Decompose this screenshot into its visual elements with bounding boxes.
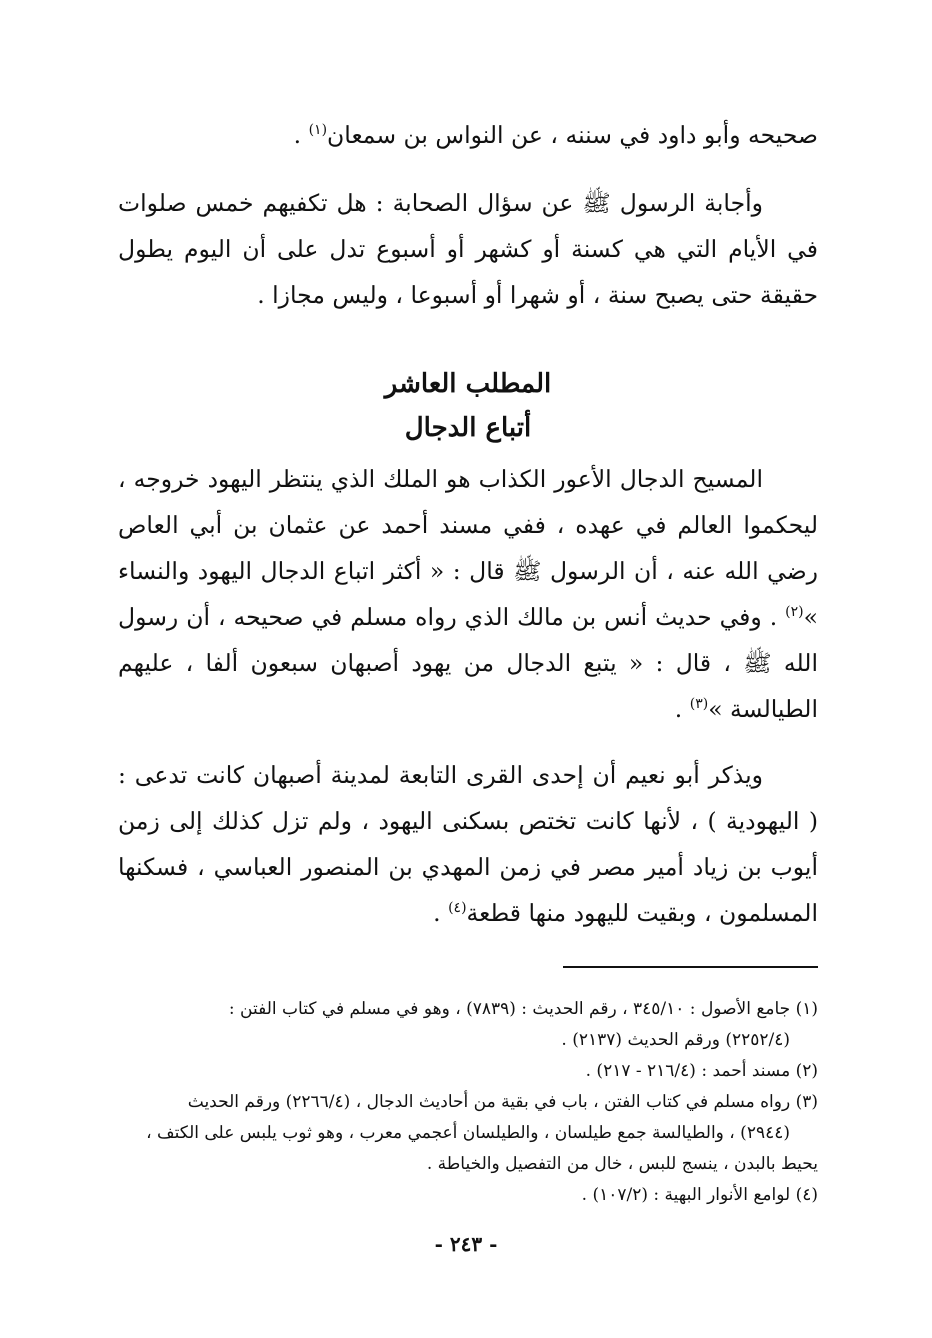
isfahan-text: ويذكر أبو نعيم أن إحدى القرى التابعة لمدينة أصبهان كانت تدعى : ( اليهودية ) ، لأنها كانت تختص بسكنى اليهود ، ولم تزل كذلك إلى زمن أيوب بن زياد أمير مصر في زمن المهدي بن المنصور العباسي ، فسكنها المسلمون ، وبقيت لليهود منها قطعة [118,761,818,927]
footnote-1: (١) جامع الأصول : ٣٤٥/١٠ ، رقم الحديث : (٧٨٣٩) ، وهو في مسلم في كتاب الفتن : [228,999,818,1019]
footnote-2: (٢) مسند أحمد : (٢١٦/٤ - ٢١٧) . [585,1061,818,1081]
isfahan-paragraph [118,752,818,936]
section-title: المطلب العاشر [384,369,552,399]
section-subtitle: أتباع الدجال [404,413,532,443]
footnote-3-continued: (٢٩٤٤) ، والطيالسة جمع طيلسان ، والطيلسان أعجمي معرب ، وهو ثوب يلبس على الكتف ، [146,1123,790,1143]
footnotes [118,994,818,1211]
section-heading [118,362,818,450]
footnote-ref-1[interactable]: (١) [308,122,328,139]
page-body [118,112,818,1211]
intro-text: صحيحه وأبو داود في سننه ، عن النواس بن سمعان [327,121,818,149]
page-number: - ٢٤٣ - [434,1232,498,1256]
footnote-ref-4[interactable]: (٤) [448,900,467,917]
footnote-4: (٤) لوامع الأنوار البهية : (١٠٧/٢) . [581,1185,818,1205]
intro-line [118,112,818,158]
footnote-1-continued: (٢٢٥٢/٤) ورقم الحديث (٢١٣٧) . [561,1030,790,1050]
footnote-ref-3[interactable]: (٣) [689,696,709,713]
answer-paragraph: وأجابة الرسول ﷺ عن سؤال الصحابة : هل تكفيهم خمس صلوات في الأيام التي هي كسنة أو كشهر أو أسبوع تدل على أن اليوم يطول حقيقة حتى يصبح سنة ، أو شهرا أو أسبوعا ، وليس مجازا . [118,189,818,309]
isfahan-end: . [433,899,449,927]
followers-end: . [674,695,690,723]
footnote-separator-wrap [118,966,818,968]
footnote-3: (٣) رواه مسلم في كتاب الفتن ، باب في بقية من أحاديث الدجال ، (٢٢٦٦/٤) ورقم الحديث [187,1092,818,1112]
footnote-ref-2[interactable]: (٢) [785,604,804,621]
footnote-separator [563,966,818,968]
footnote-3-continued-2: يحيط بالبدن ، ينسج للبس ، خال من التفصيل والخياطة . [426,1154,818,1174]
followers-text-a: المسيح الدجال الأعور الكذاب هو الملك الذي ينتظر اليهود خروجه ، ليحكموا العالم في عهده ، ففي مسند أحمد عن عثمان بن أبي العاص رضي الله عنه ، أن الرسول ﷺ قال : « أكثر اتباع الدجال اليهود والنساء » [118,465,818,631]
intro-end: . [293,121,309,149]
followers-paragraph [118,456,818,732]
followers-text-b: . وفي حديث أنس بن مالك الذي رواه مسلم في صحيحه ، أن رسول الله ﷺ ، قال : « يتبع الدجال من يهود أصبهان سبعون ألفا ، عليهم الطيالسة » [118,603,818,723]
